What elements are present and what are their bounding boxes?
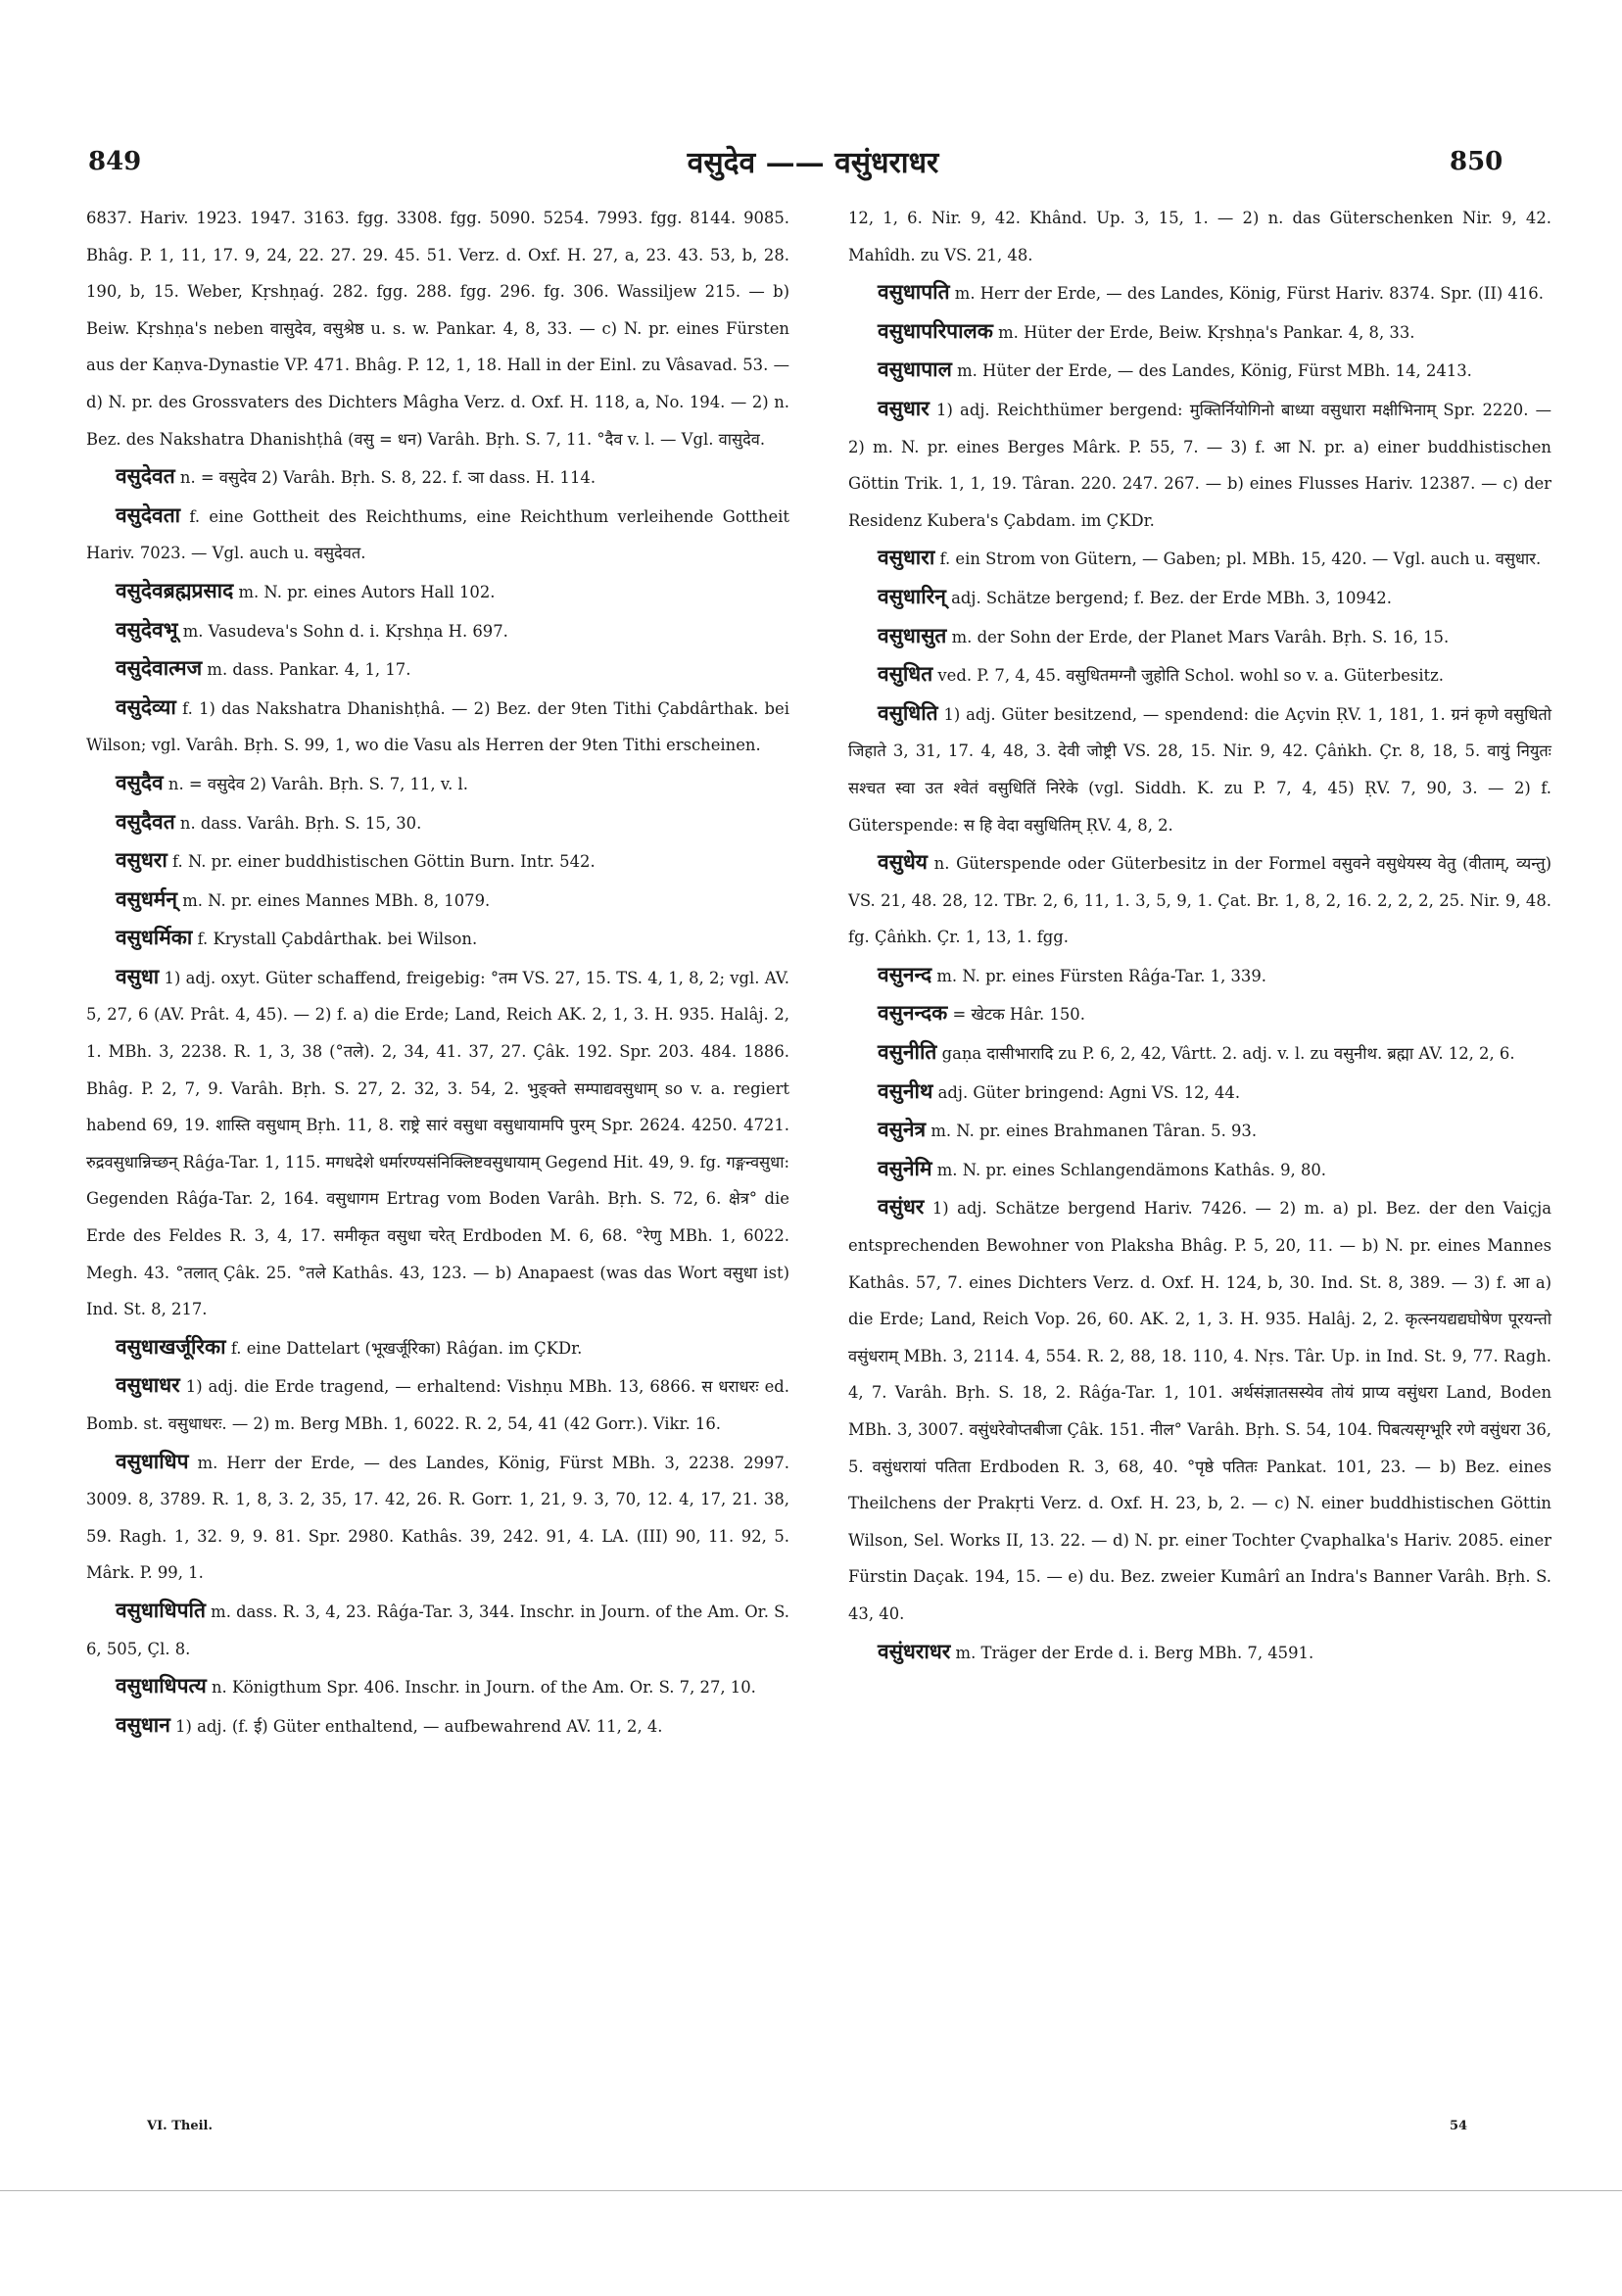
sheet-signature: VI. Theil.: [147, 2119, 214, 2133]
dictionary-entry: [848, 1188, 1551, 1632]
entry-headword: वसुदेवभू: [116, 616, 178, 642]
entry-definition: m. Hüter der Erde, Beiw. Kṛshṇa's Pankar. 4, 8, 33.: [998, 322, 1415, 342]
dictionary-entry: [848, 655, 1551, 694]
dictionary-entry: [848, 843, 1551, 956]
entry-headword: वसुधरा: [116, 847, 167, 873]
dictionary-entry: [86, 1592, 789, 1667]
dictionary-entry: [86, 497, 789, 572]
dictionary-entry: [848, 539, 1551, 578]
bottom-divider: [0, 2190, 1622, 2191]
entry-definition: ved. P. 7, 4, 45. वसुधितमग्नौ जुहोति Schol. wohl so v. a. Güterbesitz.: [937, 666, 1444, 686]
entry-headword: वसुनेमि: [878, 1155, 932, 1180]
entry-headword: वसुधा: [116, 963, 160, 988]
entry-definition: 6837. Hariv. 1923. 1947. 3163. fgg. 3308. fgg. 5090. 5254. 7993. fgg. 8144. 9085. Bhâg. P. 1, 11, 17. 9, 24, 22. 27. 29. 45. 51. Verz. d. Oxf. H. 27, a, 23. 43. 53, b, 28. 190, b, 15. Weber, Kṛshṇaǵ. 282. fgg. 288. fgg. 296. fg. 306. Wassiljew 215. — b) Beiw. Kṛshṇa's neben वासुदेव, वसुश्रेष्ठ u. s. w. Pankar. 4, 8, 33. — c) N. pr. eines Fürsten aus der Kaṇva-Dynastie VP. 471. Bhâg. P. 12, 1, 18. Hall in der Einl. zu Vâsavad. 53. — d) N. pr. des Grossvaters des Dichters Mâgha Verz. d. Oxf. H. 118, a, No. 194. — 2) n. Bez. des Nakshatra Dhanishṭhâ (वसु = धन) Varâh. Bṛh. S. 7, 11. °दैव v. l. — Vgl. वासुदेव.: [86, 209, 789, 449]
entry-headword: वसुधारा: [878, 545, 935, 570]
dictionary-entry: [848, 390, 1551, 539]
entry-headword: वसुनेत्र: [878, 1117, 927, 1142]
entry-headword: वसुधासुत: [878, 622, 947, 647]
entry-definition: m. der Sohn der Erde, der Planet Mars Varâh. Bṛh. S. 16, 15.: [951, 627, 1450, 646]
entry-headword: वसुधाधिपति: [116, 1597, 206, 1622]
entry-headword: वसुधाधिप: [116, 1448, 189, 1473]
entry-headword: वसुदेवात्मज: [116, 655, 203, 681]
entry-definition: m. N. pr. eines Fürsten Râǵa-Tar. 1, 339.: [936, 966, 1266, 985]
entry-definition: f. ein Strom von Gütern, — Gaben; pl. MBh. 15, 420. — Vgl. auch u. वसुधार.: [939, 550, 1542, 569]
dictionary-entry: [848, 1150, 1551, 1189]
entry-headword: वसुधाखर्जूरिका: [116, 1333, 226, 1359]
dictionary-entry: [86, 1443, 789, 1592]
entry-headword: वसुधिति: [878, 699, 938, 725]
entry-headword: वसुधाधर: [116, 1372, 180, 1398]
entry-definition: f. eine Dattelart (भूखर्जूरिका) Râǵan. im ÇKDr.: [230, 1338, 583, 1358]
entry-definition: 12, 1, 6. Nir. 9, 42. Khând. Up. 3, 15, 1. — 2) n. das Güterschenken Nir. 9, 42. Mahîdh. zu VS. 21, 48.: [848, 209, 1551, 264]
entry-definition: m. N. pr. eines Mannes MBh. 8, 1079.: [182, 890, 491, 910]
dictionary-entry: [86, 200, 789, 457]
entry-headword: वसुनन्दक: [878, 1000, 948, 1026]
dictionary-entry: [848, 200, 1551, 273]
entry-definition: m. dass. R. 3, 4, 23. Râǵa-Tar. 3, 344. Inschr. in Journ. of the Am. Or. S. 6, 505, Çl. 8.: [86, 1602, 789, 1658]
entry-headword: वसुदेव्या: [116, 694, 176, 719]
dictionary-entry: [86, 841, 789, 881]
entry-headword: वसुधापरिपालक: [878, 317, 993, 343]
dictionary-entry: [848, 312, 1551, 352]
dictionary-entry: [848, 617, 1551, 656]
entry-definition: f. eine Gottheit des Reichthums, eine Reichthum verleihende Gottheit Hariv. 7023. — Vgl. auch u. वसुदेवत.: [86, 506, 789, 563]
entry-definition: m. Hüter der Erde, — des Landes, König, Fürst MBh. 14, 2413.: [957, 361, 1472, 381]
dictionary-entry: [86, 689, 789, 764]
entry-headword: वसुदैवत: [116, 808, 175, 834]
entry-headword: वसुधापति: [878, 279, 950, 305]
left-column: [86, 200, 789, 1745]
entry-headword: वसुदेवब्रह्मप्रसाद: [116, 577, 234, 602]
entry-definition: m. N. pr. eines Brahmanen Târan. 5. 93.: [930, 1122, 1258, 1141]
entry-definition: adj. Schätze bergend; f. Bez. der Erde MBh. 3, 10942.: [951, 588, 1392, 607]
entry-definition: n. = वसुदेव 2) Varâh. Bṛh. S. 7, 11, v. l.: [167, 774, 469, 793]
entry-definition: n. dass. Varâh. Bṛh. S. 15, 30.: [179, 813, 422, 833]
entry-headword: वसुनीथ: [878, 1077, 933, 1103]
entry-headword: वसुधारिन्: [878, 583, 946, 608]
entry-definition: m. Vasudeva's Sohn d. i. Kṛshṇa H. 697.: [182, 621, 508, 641]
entry-headword: वसुधान: [116, 1711, 170, 1737]
entry-definition: 1) adj. Reichthümer bergend: मुक्तिर्नियोगिनो बाध्या वसुधारा मक्षीभिनाम् Spr. 2220. — 2) m. N. pr. eines Berges Mârk. P. 55, 7. — 3) f. आ N. pr. a) einer buddhistischen Göttin Trik. 1, 1, 19. Târan. 220. 247. 267. — b) eines Flusses Hariv. 12387. — c) der Residenz Kubera's Çabdam. im ÇKDr.: [848, 400, 1551, 530]
entry-definition: f. Krystall Çabdârthak. bei Wilson.: [197, 930, 478, 949]
entry-definition: 1) adj. (f. ई) Güter enthaltend, — aufbewahrend AV. 11, 2, 4.: [175, 1716, 663, 1736]
entry-definition: m. dass. Pankar. 4, 1, 17.: [207, 660, 411, 680]
entry-headword: वसुदैव: [116, 769, 164, 794]
dictionary-entry: [848, 1111, 1551, 1150]
dictionary-entry: [86, 1328, 789, 1367]
dictionary-entry: [86, 764, 789, 803]
dictionary-entry: [848, 994, 1551, 1033]
entry-definition: n. = वसुदेव 2) Varâh. Bṛh. S. 8, 22. f. ञा dass. H. 114.: [179, 468, 596, 488]
running-head: वसुदेव —— वसुंधराधर: [687, 146, 939, 180]
entry-definition: adj. Güter bringend: Agni VS. 12, 44.: [937, 1082, 1241, 1102]
entry-definition: 1) adj. oxyt. Güter schaffend, freigebig: °तम VS. 27, 15. TS. 4, 1, 8, 2; vgl. AV. 5, 27, 6 (AV. Prât. 4, 45). — 2) f. a) die Erde; Land, Reich AK. 2, 1, 3. H. 935. Halâj. 2, 1. MBh. 3, 2238. R. 1, 3, 38 (°तले). 2, 34, 41. 37, 27. Çâk. 192. Spr. 203. 484. 1886. Bhâg. P. 2, 7, 9. Varâh. Bṛh. S. 27, 2. 32, 3. 54, 2. भुङ्क्ते सम्पाद्यवसुधाम् so v. a. regiert habend 69, 19. शास्ति वसुधाम् Bṛh. 11, 8. राष्ट्रे सारं वसुधा वसुधायामपि पुरम् Spr. 2624. 4250. 4721. रुद्रवसुधान्निच्छन् Râǵa-Tar. 1, 115. मगधदेशे धर्मारण्यसंनिक्लिष्टवसुधायाम् Gegend Hit. 49, 9. fg. गङ्गन्वसुधा: Gegenden Râǵa-Tar. 2, 164. वसुधागम Ertrag vom Boden Varâh. Bṛh. S. 72, 6. क्षेत्र° die Erde des Feldes R. 3, 4, 17. समीकृत वसुधा चरेत् Erdboden M. 6, 68. °रेणु MBh. 1, 6022. Megh. 43. °तलात् Çâk. 25. °तले Kathâs. 43, 123. — b) Anapaest (was das Wort वसुधा ist) Ind. St. 8, 217.: [86, 968, 789, 1319]
entry-definition: 1) adj. die Erde tragend, — erhaltend: Vishṇu MBh. 13, 6866. स धराधरः ed. Bomb. st. वसुधाधरः. — 2) m. Berg MBh. 1, 6022. R. 2, 54, 41 (42 Gorr.). Vikr. 16.: [86, 1377, 789, 1433]
right-column: [848, 200, 1551, 1671]
entry-headword: वसुधेय: [878, 849, 928, 875]
dictionary-entry: [86, 611, 789, 650]
dictionary-entry: [848, 1033, 1551, 1073]
entry-headword: वसुधर्मन्: [116, 885, 177, 911]
entry-definition: = खेटक Hâr. 150.: [952, 1005, 1085, 1025]
entry-headword: वसुदेवत: [116, 463, 175, 489]
entry-definition: 1) adj. Güter besitzend, — spendend: die Açvin ṚV. 1, 181, 1. ग्रनं कृणे वसुधितो जिहाते 3, 31, 17. 4, 48, 3. देवी जोष्ट्री VS. 28, 15. Nir. 9, 42. Çâṅkh. Çr. 8, 18, 5. वायुं नियुतः सश्चत स्वा उत श्वेतं वसुधितिं निरेके (vgl. Siddh. K. zu P. 7, 4, 45) ṚV. 7, 90, 3. — 2) f. Güterspende: स हि वेदा वसुधितिम् ṚV. 4, 8, 2.: [848, 704, 1551, 835]
entry-definition: n. Königthum Spr. 406. Inschr. in Journ. of the Am. Or. S. 7, 27, 10.: [212, 1678, 756, 1698]
dictionary-entry: [86, 881, 789, 920]
entry-definition: f. N. pr. einer buddhistischen Göttin Burn. Intr. 542.: [172, 852, 596, 872]
dictionary-entry: [86, 457, 789, 497]
page-number-left: 849: [88, 147, 142, 176]
dictionary-entry: [848, 273, 1551, 312]
entry-definition: m. Träger der Erde d. i. Berg MBh. 7, 4591.: [955, 1643, 1314, 1662]
entry-definition: m. N. pr. eines Autors Hall 102.: [238, 582, 496, 601]
entry-definition: gaṇa दासीभारादि zu P. 6, 2, 42, Vârtt. 2. adj. v. l. zu वसुनीथ. ब्रह्मा AV. 12, 2, 6.: [941, 1044, 1515, 1064]
page-number-right: 850: [1450, 147, 1503, 176]
dictionary-entry: [848, 694, 1551, 843]
entry-headword: वसुनीति: [878, 1039, 937, 1065]
entry-definition: m. N. pr. eines Schlangendämons Kathâs. 9, 80.: [936, 1160, 1327, 1179]
entry-headword: वसुधर्मिका: [116, 925, 193, 950]
dictionary-entry: [848, 1633, 1551, 1672]
dictionary-entry: [848, 1073, 1551, 1112]
dictionary-entry: [86, 1366, 789, 1442]
dictionary-entry: [86, 1667, 789, 1706]
entry-definition: m. Herr der Erde, — des Landes, König, Fürst MBh. 3, 2238. 2997. 3009. 8, 3789. R. 1, 8, 3. 2, 35, 17. 42, 26. R. Gorr. 1, 21, 9. 3, 70, 12. 4, 17, 21. 38, 59. Ragh. 1, 32. 9, 9. 81. Spr. 2980. Kathâs. 39, 242. 91, 4. LA. (III) 90, 11. 92, 5. Mârk. P. 99, 1.: [86, 1453, 789, 1583]
dictionary-entry: [848, 956, 1551, 995]
dictionary-entry: [86, 958, 789, 1328]
dictionary-entry: [848, 351, 1551, 390]
dictionary-entry: [86, 649, 789, 689]
entry-headword: वसुधाधिपत्य: [116, 1673, 207, 1698]
dictionary-entry: [86, 919, 789, 958]
dictionary-entry: [86, 572, 789, 611]
entry-definition: n. Güterspende oder Güterbesitz in der Formel वसुवने वसुधेयस्य वेतु (वीताम्, व्यन्तु) VS. 21, 48. 28, 12. TBr. 2, 6, 11, 1. 3, 5, 9, 1. Çat. Br. 1, 8, 2, 16. 2, 2, 2, 25. Nir. 9, 48. fg. Çâṅkh. Çr. 1, 13, 1. fgg.: [848, 854, 1551, 947]
dictionary-entry: [848, 578, 1551, 617]
entry-definition: 1) adj. Schätze bergend Hariv. 7426. — 2) m. a) pl. Bez. der den Vaiçja entsprechenden Bewohner von Plaksha Bhâg. P. 5, 20, 11. — b) N. pr. eines Mannes Kathâs. 57, 7. eines Dichters Verz. d. Oxf. H. 124, b, 30. Ind. St. 8, 389. — 3) f. आ a) die Erde; Land, Reich Vop. 26, 60. AK. 2, 1, 3. H. 935. Halâj. 2, 2. कृत्स्नयद्यद्यघोषेण पूरयन्तो वसुंधराम् MBh. 3, 2114. 4, 554. R. 2, 88, 18. 110, 4. Nṛs. Târ. Up. in Ind. St. 9, 77. Ragh. 4, 7. Varâh. Bṛh. S. 18, 2. Râǵa-Tar. 1, 101. अर्थसंज्ञातसस्येव तोयं प्राप्य वसुंधरा Land, Boden MBh. 3, 3007. वसुंधरेवोप्तबीजा Çâk. 151. नील° Varâh. Bṛh. S. 54, 104. पिबत्यसृग्भूरि रणे वसुंधरा 36, 5. वसुंधरायां पतिता Erdboden R. 3, 68, 40. °पृष्ठे पतितः Pankat. 101, 23. — b) Bez. eines Theilchens der Prakṛti Verz. d. Oxf. H. 23, b, 2. — c) N. einer buddhistischen Göttin Wilson, Sel. Works II, 13. 22. — d) N. pr. einer Tochter Çvaphalka's Hariv. 2085. einer Fürstin Daçak. 194, 15. — e) du. Bez. zweier Kumârî an Indra's Banner Varâh. Bṛh. S. 43, 40.: [848, 1199, 1551, 1623]
entry-headword: वसुंधर: [878, 1194, 925, 1220]
entry-headword: वसुदेवता: [116, 502, 181, 527]
entry-headword: वसुधित: [878, 661, 933, 687]
entry-headword: वसुनन्द: [878, 961, 932, 986]
entry-headword: वसुंधराधर: [878, 1638, 951, 1663]
entry-headword: वसुधार: [878, 395, 930, 420]
entry-definition: f. 1) das Nakshatra Dhanishṭhâ. — 2) Bez. der 9ten Tithi Çabdârthak. bei Wilson; vgl. Varâh. Bṛh. S. 99, 1, wo die Vasu als Herren der 9ten Tithi erscheinen.: [86, 698, 789, 755]
sheet-number: 54: [1450, 2119, 1468, 2133]
dictionary-entry: [86, 1706, 789, 1746]
entry-headword: वसुधापाल: [878, 357, 952, 382]
entry-definition: m. Herr der Erde, — des Landes, König, Fürst Hariv. 8374. Spr. (II) 416.: [954, 284, 1544, 304]
dictionary-entry: [86, 803, 789, 842]
